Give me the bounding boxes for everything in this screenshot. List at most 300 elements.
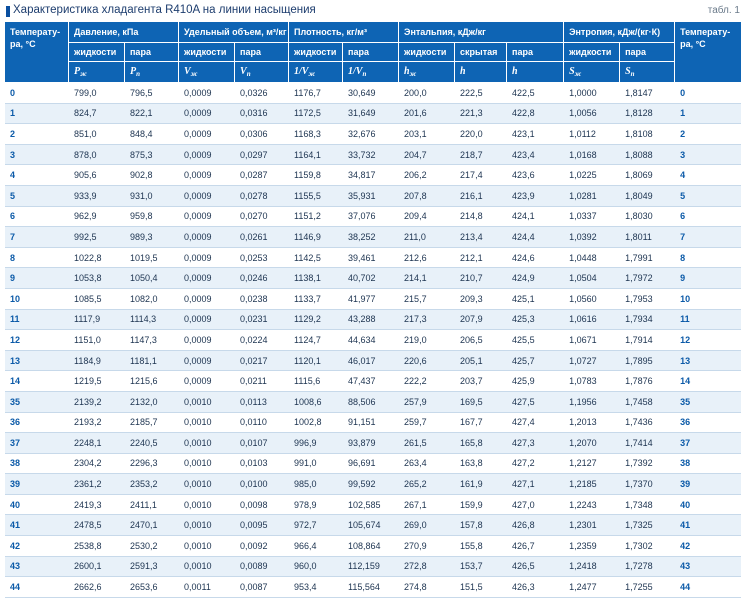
temperature-cell: 7 xyxy=(675,227,741,248)
table-cell: 2132,0 xyxy=(125,392,179,413)
temperature-cell: 5 xyxy=(5,186,69,207)
table-cell: 1,2477 xyxy=(564,577,620,598)
temperature-cell: 0 xyxy=(5,83,69,104)
table-cell: 1,0225 xyxy=(564,165,620,186)
table-cell: 30,649 xyxy=(343,83,399,104)
table-cell: 1172,5 xyxy=(289,104,343,125)
enthalpy-liquid-header: жидкости xyxy=(399,43,455,62)
temperature-cell: 39 xyxy=(675,474,741,495)
table-cell: 153,7 xyxy=(455,557,507,578)
table-cell: 0,0217 xyxy=(235,351,289,372)
table-cell: 0,0238 xyxy=(235,289,289,310)
table-cell: 1,7325 xyxy=(620,515,675,536)
table-cell: 210,7 xyxy=(455,268,507,289)
table-cell: 2248,1 xyxy=(69,433,125,454)
table-cell: 159,9 xyxy=(455,495,507,516)
temperature-cell: 44 xyxy=(5,577,69,598)
table-cell: 1,7914 xyxy=(620,330,675,351)
table-cell: 43,288 xyxy=(343,310,399,331)
table-cell: 959,8 xyxy=(125,207,179,228)
table-cell: 0,0010 xyxy=(179,515,235,536)
header-sub-row xyxy=(5,43,741,62)
table-cell: 35,931 xyxy=(343,186,399,207)
table-cell: 985,0 xyxy=(289,474,343,495)
table-cell: 0,0009 xyxy=(179,104,235,125)
table-cell: 1,7392 xyxy=(620,454,675,475)
table-cell: 822,1 xyxy=(125,104,179,125)
table-cell: 424,6 xyxy=(507,248,564,269)
table-cell: 272,8 xyxy=(399,557,455,578)
temperature-cell: 44 xyxy=(675,577,741,598)
table-cell: 215,7 xyxy=(399,289,455,310)
table-cell: 1022,8 xyxy=(69,248,125,269)
table-cell: 0,0009 xyxy=(179,330,235,351)
table-cell: 1117,9 xyxy=(69,310,125,331)
table-cell: 1053,8 xyxy=(69,268,125,289)
table-cell: 1138,1 xyxy=(289,268,343,289)
table-cell: 422,8 xyxy=(507,104,564,125)
temperature-cell: 40 xyxy=(5,495,69,516)
table-cell: 222,5 xyxy=(455,83,507,104)
table-cell: 2419,3 xyxy=(69,495,125,516)
table-cell: 933,9 xyxy=(69,186,125,207)
table-cell: 1002,8 xyxy=(289,413,343,434)
table-cell: 0,0224 xyxy=(235,330,289,351)
table-cell: 115,564 xyxy=(343,577,399,598)
volume-vapor-header: пара xyxy=(235,43,289,62)
table-cell: 1120,1 xyxy=(289,351,343,372)
table-cell: 1,2070 xyxy=(564,433,620,454)
table-cell: 1082,0 xyxy=(125,289,179,310)
specific-volume-group-header: Удельный объем, м³/кг xyxy=(179,22,289,43)
temperature-cell: 41 xyxy=(5,515,69,536)
table-number-label: табл. 1 xyxy=(707,5,740,16)
table-cell: 220,0 xyxy=(455,124,507,145)
table-cell: 1,7302 xyxy=(620,536,675,557)
table-cell: 2193,2 xyxy=(69,413,125,434)
table-cell: 1,0000 xyxy=(564,83,620,104)
table-cell: 201,6 xyxy=(399,104,455,125)
symbol-header: $V_п$ xyxy=(235,62,289,83)
table-cell: 2662,6 xyxy=(69,577,125,598)
table-cell: 426,5 xyxy=(507,557,564,578)
symbol-header: h xyxy=(455,62,507,83)
table-cell: 1,0616 xyxy=(564,310,620,331)
table-cell: 1164,1 xyxy=(289,145,343,166)
table-cell: 151,5 xyxy=(455,577,507,598)
table-cell: 960,0 xyxy=(289,557,343,578)
table-cell: 2591,3 xyxy=(125,557,179,578)
table-cell: 1115,6 xyxy=(289,371,343,392)
table-cell: 1,7436 xyxy=(620,413,675,434)
table-cell: 270,9 xyxy=(399,536,455,557)
table-cell: 1,0783 xyxy=(564,371,620,392)
table-cell: 47,437 xyxy=(343,371,399,392)
table-cell: 44,634 xyxy=(343,330,399,351)
table-cell: 267,1 xyxy=(399,495,455,516)
table-cell: 0,0306 xyxy=(235,124,289,145)
table-cell: 157,8 xyxy=(455,515,507,536)
table-cell: 1,0392 xyxy=(564,227,620,248)
table-cell: 2478,5 xyxy=(69,515,125,536)
table-cell: 0,0087 xyxy=(235,577,289,598)
table-cell: 1176,7 xyxy=(289,83,343,104)
symbol-header: $S_ж$ xyxy=(564,62,620,83)
table-cell: 269,0 xyxy=(399,515,455,536)
temperature-cell: 12 xyxy=(5,330,69,351)
temperature-cell: 38 xyxy=(675,454,741,475)
entropy-group-header: Энтропия, кДж/(кг·К) xyxy=(564,22,675,43)
table-cell: 1,7876 xyxy=(620,371,675,392)
table-cell: 203,1 xyxy=(399,124,455,145)
table-cell: 37,076 xyxy=(343,207,399,228)
table-cell: 88,506 xyxy=(343,392,399,413)
table-cell: 1,0281 xyxy=(564,186,620,207)
table-row xyxy=(5,227,741,248)
temperature-cell: 35 xyxy=(675,392,741,413)
temperature-cell: 10 xyxy=(5,289,69,310)
table-cell: 0,0103 xyxy=(235,454,289,475)
table-cell: 1,2185 xyxy=(564,474,620,495)
temperature-cell: 13 xyxy=(5,351,69,372)
temperature-cell: 14 xyxy=(5,371,69,392)
table-cell: 1114,3 xyxy=(125,310,179,331)
temperature-cell: 12 xyxy=(675,330,741,351)
symbol-header: $P_п$ xyxy=(125,62,179,83)
table-cell: 1085,5 xyxy=(69,289,125,310)
table-cell: 0,0110 xyxy=(235,413,289,434)
table-row xyxy=(5,165,741,186)
table-cell: 426,8 xyxy=(507,515,564,536)
table-cell: 161,9 xyxy=(455,474,507,495)
table-cell: 1,0671 xyxy=(564,330,620,351)
table-row xyxy=(5,392,741,413)
table-cell: 0,0092 xyxy=(235,536,289,557)
table-cell: 40,702 xyxy=(343,268,399,289)
temperature-cell: 37 xyxy=(5,433,69,454)
temperature-cell: 36 xyxy=(5,413,69,434)
table-cell: 0,0009 xyxy=(179,248,235,269)
temperature-cell: 37 xyxy=(675,433,741,454)
table-cell: 1219,5 xyxy=(69,371,125,392)
enthalpy-latent-header: скрытая xyxy=(455,43,507,62)
table-cell: 204,7 xyxy=(399,145,455,166)
table-row xyxy=(5,186,741,207)
table-cell: 966,4 xyxy=(289,536,343,557)
table-cell: 0,0009 xyxy=(179,227,235,248)
table-cell: 46,017 xyxy=(343,351,399,372)
temperature-cell: 36 xyxy=(675,413,741,434)
table-row xyxy=(5,289,741,310)
table-cell: 425,7 xyxy=(507,351,564,372)
table-cell: 423,1 xyxy=(507,124,564,145)
table-cell: 0,0297 xyxy=(235,145,289,166)
density-group-header: Плотность, кг/м³ xyxy=(289,22,399,43)
title-marker xyxy=(6,6,10,17)
table-cell: 2361,2 xyxy=(69,474,125,495)
table-cell: 263,4 xyxy=(399,454,455,475)
table-cell: 1,0448 xyxy=(564,248,620,269)
table-cell: 1,7972 xyxy=(620,268,675,289)
table-cell: 212,6 xyxy=(399,248,455,269)
table-cell: 0,0009 xyxy=(179,289,235,310)
table-cell: 972,7 xyxy=(289,515,343,536)
temperature-cell: 4 xyxy=(675,165,741,186)
pressure-group-header: Давление, кПа xyxy=(69,22,179,43)
enthalpy-group-header: Энтальпия, кДж/кг xyxy=(399,22,564,43)
table-cell: 996,9 xyxy=(289,433,343,454)
table-cell: 0,0009 xyxy=(179,124,235,145)
table-row xyxy=(5,310,741,331)
temperature-cell: 6 xyxy=(675,207,741,228)
table-cell: 953,4 xyxy=(289,577,343,598)
table-cell: 799,0 xyxy=(69,83,125,104)
table-cell: 1,7991 xyxy=(620,248,675,269)
table-cell: 209,3 xyxy=(455,289,507,310)
table-row xyxy=(5,557,741,578)
table-cell: 219,0 xyxy=(399,330,455,351)
temperature-cell: 1 xyxy=(5,104,69,125)
table-cell: 0,0010 xyxy=(179,413,235,434)
table-cell: 1,8128 xyxy=(620,104,675,125)
table-cell: 2411,1 xyxy=(125,495,179,516)
table-cell: 259,7 xyxy=(399,413,455,434)
table-cell: 220,6 xyxy=(399,351,455,372)
table-cell: 221,3 xyxy=(455,104,507,125)
table-cell: 426,3 xyxy=(507,577,564,598)
temperature-cell: 42 xyxy=(675,536,741,557)
table-cell: 1,0056 xyxy=(564,104,620,125)
volume-liquid-header: жидкости xyxy=(179,43,235,62)
table-cell: 0,0316 xyxy=(235,104,289,125)
table-row xyxy=(5,207,741,228)
table-row xyxy=(5,351,741,372)
table-cell: 422,5 xyxy=(507,83,564,104)
temperature-cell: 11 xyxy=(5,310,69,331)
table-cell: 1168,3 xyxy=(289,124,343,145)
density-vapor-header: пара xyxy=(343,43,399,62)
temperature-cell: 4 xyxy=(5,165,69,186)
table-cell: 1,8147 xyxy=(620,83,675,104)
table-cell: 1019,5 xyxy=(125,248,179,269)
table-cell: 1,0168 xyxy=(564,145,620,166)
table-cell: 1,2127 xyxy=(564,454,620,475)
table-cell: 99,592 xyxy=(343,474,399,495)
table-cell: 423,6 xyxy=(507,165,564,186)
table-row xyxy=(5,124,741,145)
temperature-cell: 1 xyxy=(675,104,741,125)
table-cell: 165,8 xyxy=(455,433,507,454)
temperature-cell: 9 xyxy=(675,268,741,289)
table-cell: 878,0 xyxy=(69,145,125,166)
temperature-cell: 43 xyxy=(675,557,741,578)
table-cell: 2296,3 xyxy=(125,454,179,475)
table-cell: 427,3 xyxy=(507,433,564,454)
table-cell: 1,7458 xyxy=(620,392,675,413)
table-cell: 32,676 xyxy=(343,124,399,145)
table-cell: 931,0 xyxy=(125,186,179,207)
table-cell: 206,5 xyxy=(455,330,507,351)
table-cell: 0,0098 xyxy=(235,495,289,516)
table-cell: 1,0112 xyxy=(564,124,620,145)
table-cell: 991,0 xyxy=(289,454,343,475)
table-cell: 1,1956 xyxy=(564,392,620,413)
table-cell: 2538,8 xyxy=(69,536,125,557)
symbol-header: $1/V_ж$ xyxy=(289,62,343,83)
table-cell: 0,0009 xyxy=(179,351,235,372)
table-cell: 1008,6 xyxy=(289,392,343,413)
table-cell: 218,7 xyxy=(455,145,507,166)
pressure-vapor-header: пара xyxy=(125,43,179,62)
table-cell: 1,8011 xyxy=(620,227,675,248)
table-cell: 2530,2 xyxy=(125,536,179,557)
table-cell: 978,9 xyxy=(289,495,343,516)
table-cell: 169,5 xyxy=(455,392,507,413)
table-cell: 427,0 xyxy=(507,495,564,516)
table-cell: 1151,2 xyxy=(289,207,343,228)
table-cell: 989,3 xyxy=(125,227,179,248)
table-cell: 848,4 xyxy=(125,124,179,145)
table-row xyxy=(5,83,741,104)
table-cell: 209,4 xyxy=(399,207,455,228)
table-cell: 211,0 xyxy=(399,227,455,248)
table-cell: 2139,2 xyxy=(69,392,125,413)
table-cell: 426,7 xyxy=(507,536,564,557)
table-cell: 0,0211 xyxy=(235,371,289,392)
page-title: Характеристика хладагента R410A на линии насыщения xyxy=(13,4,316,16)
table-cell: 0,0009 xyxy=(179,165,235,186)
pressure-liquid-header: жидкости xyxy=(69,43,125,62)
temperature-cell: 13 xyxy=(675,351,741,372)
temperature-cell: 7 xyxy=(5,227,69,248)
table-cell: 0,0010 xyxy=(179,433,235,454)
table-cell: 1,7255 xyxy=(620,577,675,598)
table-cell: 0,0253 xyxy=(235,248,289,269)
temperature-cell: 35 xyxy=(5,392,69,413)
table-cell: 105,674 xyxy=(343,515,399,536)
table-cell: 155,8 xyxy=(455,536,507,557)
table-cell: 2240,5 xyxy=(125,433,179,454)
enthalpy-vapor-header: пара xyxy=(507,43,564,62)
symbol-header: h xyxy=(507,62,564,83)
table-cell: 1,2301 xyxy=(564,515,620,536)
table-cell: 1129,2 xyxy=(289,310,343,331)
table-cell: 1215,6 xyxy=(125,371,179,392)
table-cell: 38,252 xyxy=(343,227,399,248)
table-cell: 902,8 xyxy=(125,165,179,186)
table-cell: 1,8069 xyxy=(620,165,675,186)
temperature-cell: 2 xyxy=(5,124,69,145)
table-cell: 96,691 xyxy=(343,454,399,475)
table-cell: 424,4 xyxy=(507,227,564,248)
table-cell: 2470,1 xyxy=(125,515,179,536)
table-cell: 0,0326 xyxy=(235,83,289,104)
table-cell: 1,8088 xyxy=(620,145,675,166)
table-cell: 1,8108 xyxy=(620,124,675,145)
table-cell: 962,9 xyxy=(69,207,125,228)
table-cell: 796,5 xyxy=(125,83,179,104)
table-cell: 2653,6 xyxy=(125,577,179,598)
table-row xyxy=(5,371,741,392)
symbol-header: $P_ж$ xyxy=(69,62,125,83)
table-cell: 1,7348 xyxy=(620,495,675,516)
table-cell: 1155,5 xyxy=(289,186,343,207)
table-cell: 1,0727 xyxy=(564,351,620,372)
table-cell: 108,864 xyxy=(343,536,399,557)
table-cell: 2600,1 xyxy=(69,557,125,578)
table-cell: 31,649 xyxy=(343,104,399,125)
table-header xyxy=(5,22,741,83)
table-cell: 875,3 xyxy=(125,145,179,166)
temperature-cell: 6 xyxy=(5,207,69,228)
header-symbol-row xyxy=(5,62,741,83)
table-cell: 1,7934 xyxy=(620,310,675,331)
table-cell: 0,0278 xyxy=(235,186,289,207)
table-cell: 217,3 xyxy=(399,310,455,331)
table-cell: 1,2418 xyxy=(564,557,620,578)
table-cell: 261,5 xyxy=(399,433,455,454)
temperature-cell: 5 xyxy=(675,186,741,207)
table-row xyxy=(5,145,741,166)
temperature-cell: 42 xyxy=(5,536,69,557)
table-row xyxy=(5,474,741,495)
table-cell: 0,0107 xyxy=(235,433,289,454)
table-cell: 102,585 xyxy=(343,495,399,516)
table-cell: 214,8 xyxy=(455,207,507,228)
table-cell: 425,1 xyxy=(507,289,564,310)
symbol-header: $h_ж$ xyxy=(399,62,455,83)
temperature-cell: 38 xyxy=(5,454,69,475)
table-cell: 824,7 xyxy=(69,104,125,125)
table-cell: 0,0010 xyxy=(179,392,235,413)
table-cell: 112,159 xyxy=(343,557,399,578)
table-cell: 851,0 xyxy=(69,124,125,145)
table-cell: 0,0246 xyxy=(235,268,289,289)
table-cell: 1050,4 xyxy=(125,268,179,289)
table-cell: 203,7 xyxy=(455,371,507,392)
table-cell: 222,2 xyxy=(399,371,455,392)
table-cell: 0,0095 xyxy=(235,515,289,536)
table-cell: 425,5 xyxy=(507,330,564,351)
table-cell: 1,8030 xyxy=(620,207,675,228)
table-cell: 427,5 xyxy=(507,392,564,413)
table-cell: 167,7 xyxy=(455,413,507,434)
table-cell: 1124,7 xyxy=(289,330,343,351)
table-cell: 91,151 xyxy=(343,413,399,434)
table-cell: 427,2 xyxy=(507,454,564,475)
table-cell: 1,8049 xyxy=(620,186,675,207)
table-cell: 1,0337 xyxy=(564,207,620,228)
temperature-header-right: Температу-ра, °С xyxy=(675,22,741,83)
table-cell: 424,1 xyxy=(507,207,564,228)
table-cell: 992,5 xyxy=(69,227,125,248)
table-cell: 0,0231 xyxy=(235,310,289,331)
temperature-cell: 3 xyxy=(675,145,741,166)
table-cell: 0,0010 xyxy=(179,454,235,475)
table-cell: 1,2243 xyxy=(564,495,620,516)
header-group-row xyxy=(5,22,741,43)
symbol-header: $V_ж$ xyxy=(179,62,235,83)
table-row xyxy=(5,495,741,516)
table-row xyxy=(5,268,741,289)
table-cell: 1147,3 xyxy=(125,330,179,351)
temperature-cell: 11 xyxy=(675,310,741,331)
table-cell: 200,0 xyxy=(399,83,455,104)
table-cell: 212,1 xyxy=(455,248,507,269)
table-cell: 0,0287 xyxy=(235,165,289,186)
table-cell: 427,4 xyxy=(507,413,564,434)
table-cell: 1146,9 xyxy=(289,227,343,248)
